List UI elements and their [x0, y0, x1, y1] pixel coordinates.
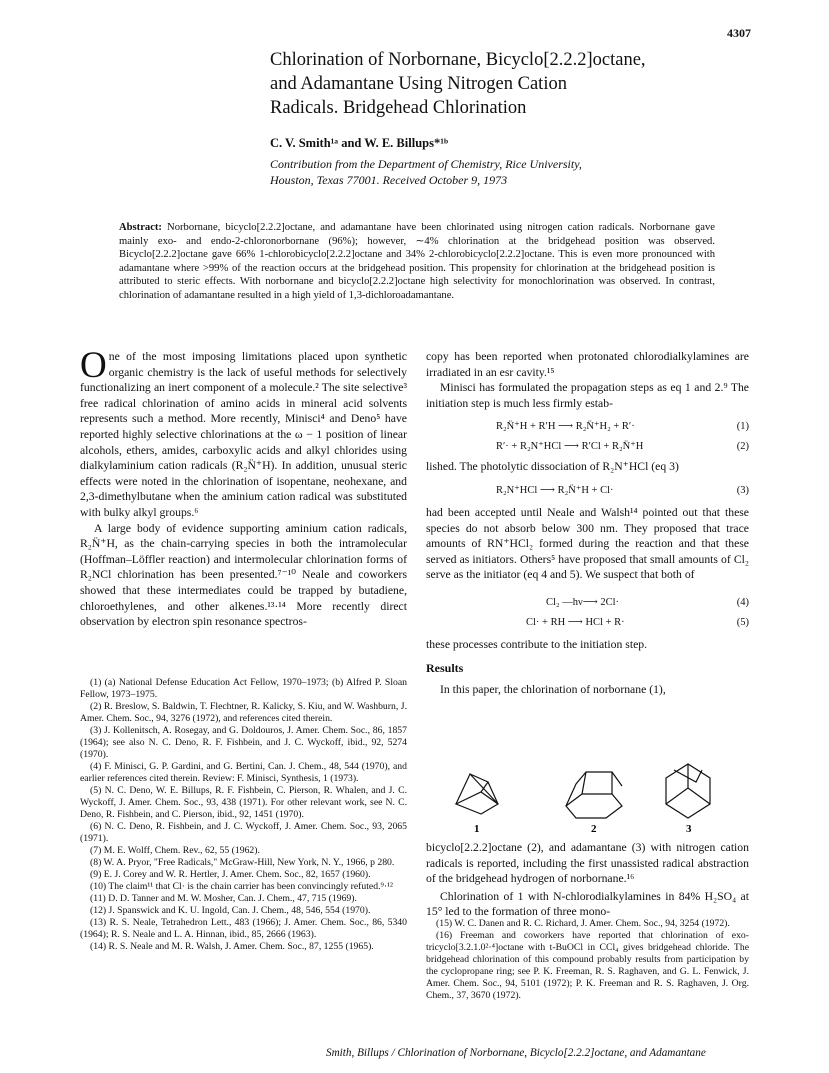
- footnote: (10) The claim¹¹ that Cl· is the chain carrier has been convincingly refuted.⁹·¹²: [90, 881, 393, 892]
- paragraph: Chlorination of 1 with N-chlorodialkylamines in 84% H₂SO₄ at 15° led to the formation of three mono-: [426, 889, 749, 919]
- norbornane-structure: [456, 774, 498, 814]
- equation-text: R₂N⁺HCl ⟶ R₂N̈⁺H + Cl·: [496, 484, 614, 496]
- equation-5: [426, 613, 749, 633]
- footnote: (2) R. Breslow, S. Baldwin, T. Flechtner, R. Kalicky, S. Kiu, and W. Washburn, J. Amer. Chem. Soc., 94, 3276 (1972), and references cited therein.: [80, 701, 407, 724]
- bicyclooctane-structure: [566, 772, 622, 818]
- footnote: (4) F. Minisci, G. P. Gardini, and G. Bertini, Can. J. Chem., 48, 544 (1970), and earlier references cited therein. Review: F. Minisci, Synthesis, 1 (1973).: [80, 761, 407, 784]
- paragraph: these processes contribute to the initiation step.: [426, 637, 648, 651]
- paragraph: lished. The photolytic dissociation of R₂N⁺HCl (eq 3): [426, 460, 679, 474]
- equation-2: [426, 437, 749, 457]
- page-footer: Smith, Billups / Chlorination of Norbornane, Bicyclo[2.2.2]octane, and Adamantane: [326, 1047, 706, 1059]
- affiliation: [270, 156, 750, 188]
- footnote: (15) W. C. Danen and R. C. Richard, J. Amer. Chem. Soc., 94, 3254 (1972).: [436, 918, 730, 929]
- compound-structures: [426, 738, 749, 834]
- equation-1: [426, 417, 749, 437]
- footnote: (16) Freeman and coworkers have reported that chlorination of exo-tricyclo[3.2.1.0²·⁴]octane with t-BuOCl in CCl₄ gives bridgehead chloride. The bridgehead chlorination of this compound probably results from participation by the cyclopropane ring; see P. K. Freeman, R. S. Raghaven, and G. L. Fenwick, J. Amer. Chem. Soc., 94, 5101 (1972); P. K. Freeman and R. S. Raghaven, J. Org. Chem., 37, 3670 (1972).: [426, 930, 749, 1001]
- paragraph: had been accepted until Neale and Walsh¹⁴ pointed out that these species do not absorb below 300 nm. They proposed that trace amounts of RN⁺HCl₂ formed during the reaction and that these served as initiators. Others⁵ have proposed that small amounts of Cl₂ serve as the initiator (eq 4 and 5). We suspect that both of: [426, 505, 749, 582]
- footnote: (12) J. Spanswick and K. U. Ingold, Can. J. Chem., 48, 546, 554 (1970).: [90, 905, 371, 916]
- title-line: and Adamantane Using Nitrogen Cation: [270, 74, 567, 94]
- equation-text: Cl₂ —hν⟶ 2Cl·: [546, 596, 620, 608]
- footnote: (5) N. C. Deno, W. E. Billups, R. F. Fishbein, C. Pierson, R. Whalen, and J. C. Wyckoff, J. Amer. Chem. Soc., 93, 438 (1971). For other relevant work, see N. C. Deno, R. Fishbein, and C. Pierson, ibid., 92, 1451 (1970).: [80, 785, 407, 820]
- footnote: (9) E. J. Corey and W. R. Hertler, J. Amer. Chem. Soc., 82, 1657 (1960).: [90, 869, 371, 880]
- paragraph: A large body of evidence supporting aminium cation radicals, R₂N̈⁺H, as the chain-carrying species in both the intramolecular (Hoffman–Löffler reaction) and intermolecular chlorination forms of R₂NCl chlorination has been presented.⁷⁻¹⁰ Neale and coworkers showed that these intermediates could be trapped by butadiene, chloroethylenes, and other alkenes.¹³·¹⁴ More recently direct observation by electron spin resonance spectros-: [80, 521, 407, 629]
- abstract: [119, 221, 715, 302]
- title-line: Chlorination of Norbornane, Bicyclo[2.2.2]octane,: [270, 50, 646, 70]
- abstract-label: Abstract:: [119, 222, 162, 233]
- footnotes-right: [426, 918, 749, 1002]
- affiliation-line: Houston, Texas 77001. Received October 9, 1973: [270, 173, 508, 187]
- footnote: (11) D. D. Tanner and M. W. Mosher, Can. J. Chem., 47, 715 (1969).: [90, 893, 357, 904]
- abstract-text: Norbornane, bicyclo[2.2.2]octane, and adamantane have been chlorinated using nitrogen cation radicals. Norbornane gave mainly exo- and endo-2-chloronorbornane (96%); however, ∼4% chlorination at the bridgehead position was observed. Bicyclo[2.2.2]octane gave 66% 1-chlorobicyclo[2.2.2]octane and 34% 2-chlorobicyclo[2.2.2]octane. This is even more pronounced with adamantane where >99% of the reaction occurs at the bridgehead position. This propensity for chlorination at the bridgehead position is attributed to steric effects. With norbornane and bicyclo[2.2.2]octane high selectivity for monochlorination was observed. In contrast, chlorination of adamantane resulted in a high yield of 1,3-dichloroadamantane.: [119, 222, 715, 301]
- drop-cap: O: [80, 345, 107, 386]
- footnote: (7) M. E. Wolff, Chem. Rev., 62, 55 (1962).: [90, 845, 260, 856]
- paragraph: Minisci has formulated the propagation steps as eq 1 and 2.⁹ The initiation step is much less firmly estab-: [426, 381, 749, 410]
- adamantane-structure: [666, 764, 710, 818]
- compound-label-1: 1: [474, 823, 480, 834]
- equation-4: [426, 593, 749, 613]
- title-line: Radicals. Bridgehead Chlorination: [270, 98, 527, 118]
- equation-number: (1): [736, 421, 749, 433]
- footnote: (8) W. A. Pryor, "Free Radicals," McGraw-Hill, New York, N. Y., 1966, p 280.: [90, 857, 395, 868]
- footnote: (1) (a) National Defense Education Act Fellow, 1970–1973; (b) Alfred P. Sloan Fellow, 1973–1975.: [80, 677, 407, 700]
- equation-number: (2): [736, 441, 749, 453]
- compound-label-3: 3: [686, 823, 692, 834]
- equation-text: Cl· + RH ⟶ HCl + R·: [526, 616, 625, 628]
- equation-number: (5): [736, 616, 749, 628]
- footnote: (13) R. S. Neale, Tetrahedron Lett., 483 (1966); J. Amer. Chem. Soc., 86, 5340 (1964); R. S. Neale and L. A. Hinnan, ibid., 85, 2666 (1963).: [80, 917, 407, 940]
- paragraph: bicyclo[2.2.2]octane (2), and adamantane (3) with nitrogen cation radicals is reported, including the first unassisted radical abstraction of the bridgehead hydrogen of norbornane.¹⁶: [426, 841, 749, 886]
- equation-number: (3): [736, 484, 749, 496]
- left-column: [80, 345, 407, 630]
- affiliation-line: Contribution from the Department of Chemistry, Rice University,: [270, 157, 582, 171]
- section-heading-results: Results: [426, 660, 464, 675]
- equation-text: R′· + R₂N⁺HCl ⟶ R′Cl + R₂N̈⁺H: [496, 441, 644, 453]
- compound-label-2: 2: [591, 823, 597, 834]
- page-number: 4307: [727, 26, 751, 40]
- footnote: (14) R. S. Neale and M. R. Walsh, J. Amer. Chem. Soc., 87, 1255 (1965).: [90, 941, 374, 952]
- authors: C. V. Smith¹ᵃ and W. E. Billups*¹ᵇ: [270, 136, 449, 150]
- equation-3: [426, 481, 749, 501]
- intro-paragraph: [80, 345, 407, 521]
- paragraph: copy has been reported when protonated chlorodialkylamines are irradiated in an esr cavity.¹⁵: [426, 350, 749, 379]
- right-column-lower: [426, 840, 749, 920]
- footnotes-left: [80, 677, 407, 953]
- right-column: [426, 349, 749, 698]
- article-title: [270, 48, 750, 120]
- paragraph: In this paper, the chlorination of norbornane (1),: [440, 683, 666, 697]
- footnote: (6) N. C. Deno, R. Fishbein, and J. C. Wyckoff, J. Amer. Chem. Soc., 93, 2065 (1971).: [80, 821, 407, 844]
- equation-text: R₂N̈⁺H + R′H ⟶ R₂N̈⁺H₂ + R′·: [496, 421, 635, 433]
- footnote: (3) J. Kollenitsch, A. Rosegay, and G. Doldouros, J. Amer. Chem. Soc., 86, 1857 (1964); see also N. C. Deno, R. F. Fishbein, and J. C. Wyckoff, ibid., 92, 5274 (1970).: [80, 725, 407, 760]
- intro-text: ne of the most imposing limitations placed upon synthetic organic chemistry is the lack of useful methods for selectively functionalizing an inert component of a molecule.² The site selective³ free radical chlorination of amino acids in mineral acid solvents represents such a method. More recently, Minisci⁴ and Deno⁵ have reported highly selective chlorinations at the ω − 1 position of linear alcohols, ethers, amides, carboxylic acids and alkyl chlorides using dialkylaminium cation radicals (R₂N̈⁺H). In addition, unusual steric effects were noted in the chlorination of isopentane, neohexane, and 2,3-dimethylbutane when the aminium cation radical was substituted with bulky alkyl groups.⁶: [80, 350, 407, 519]
- equation-number: (4): [736, 596, 749, 608]
